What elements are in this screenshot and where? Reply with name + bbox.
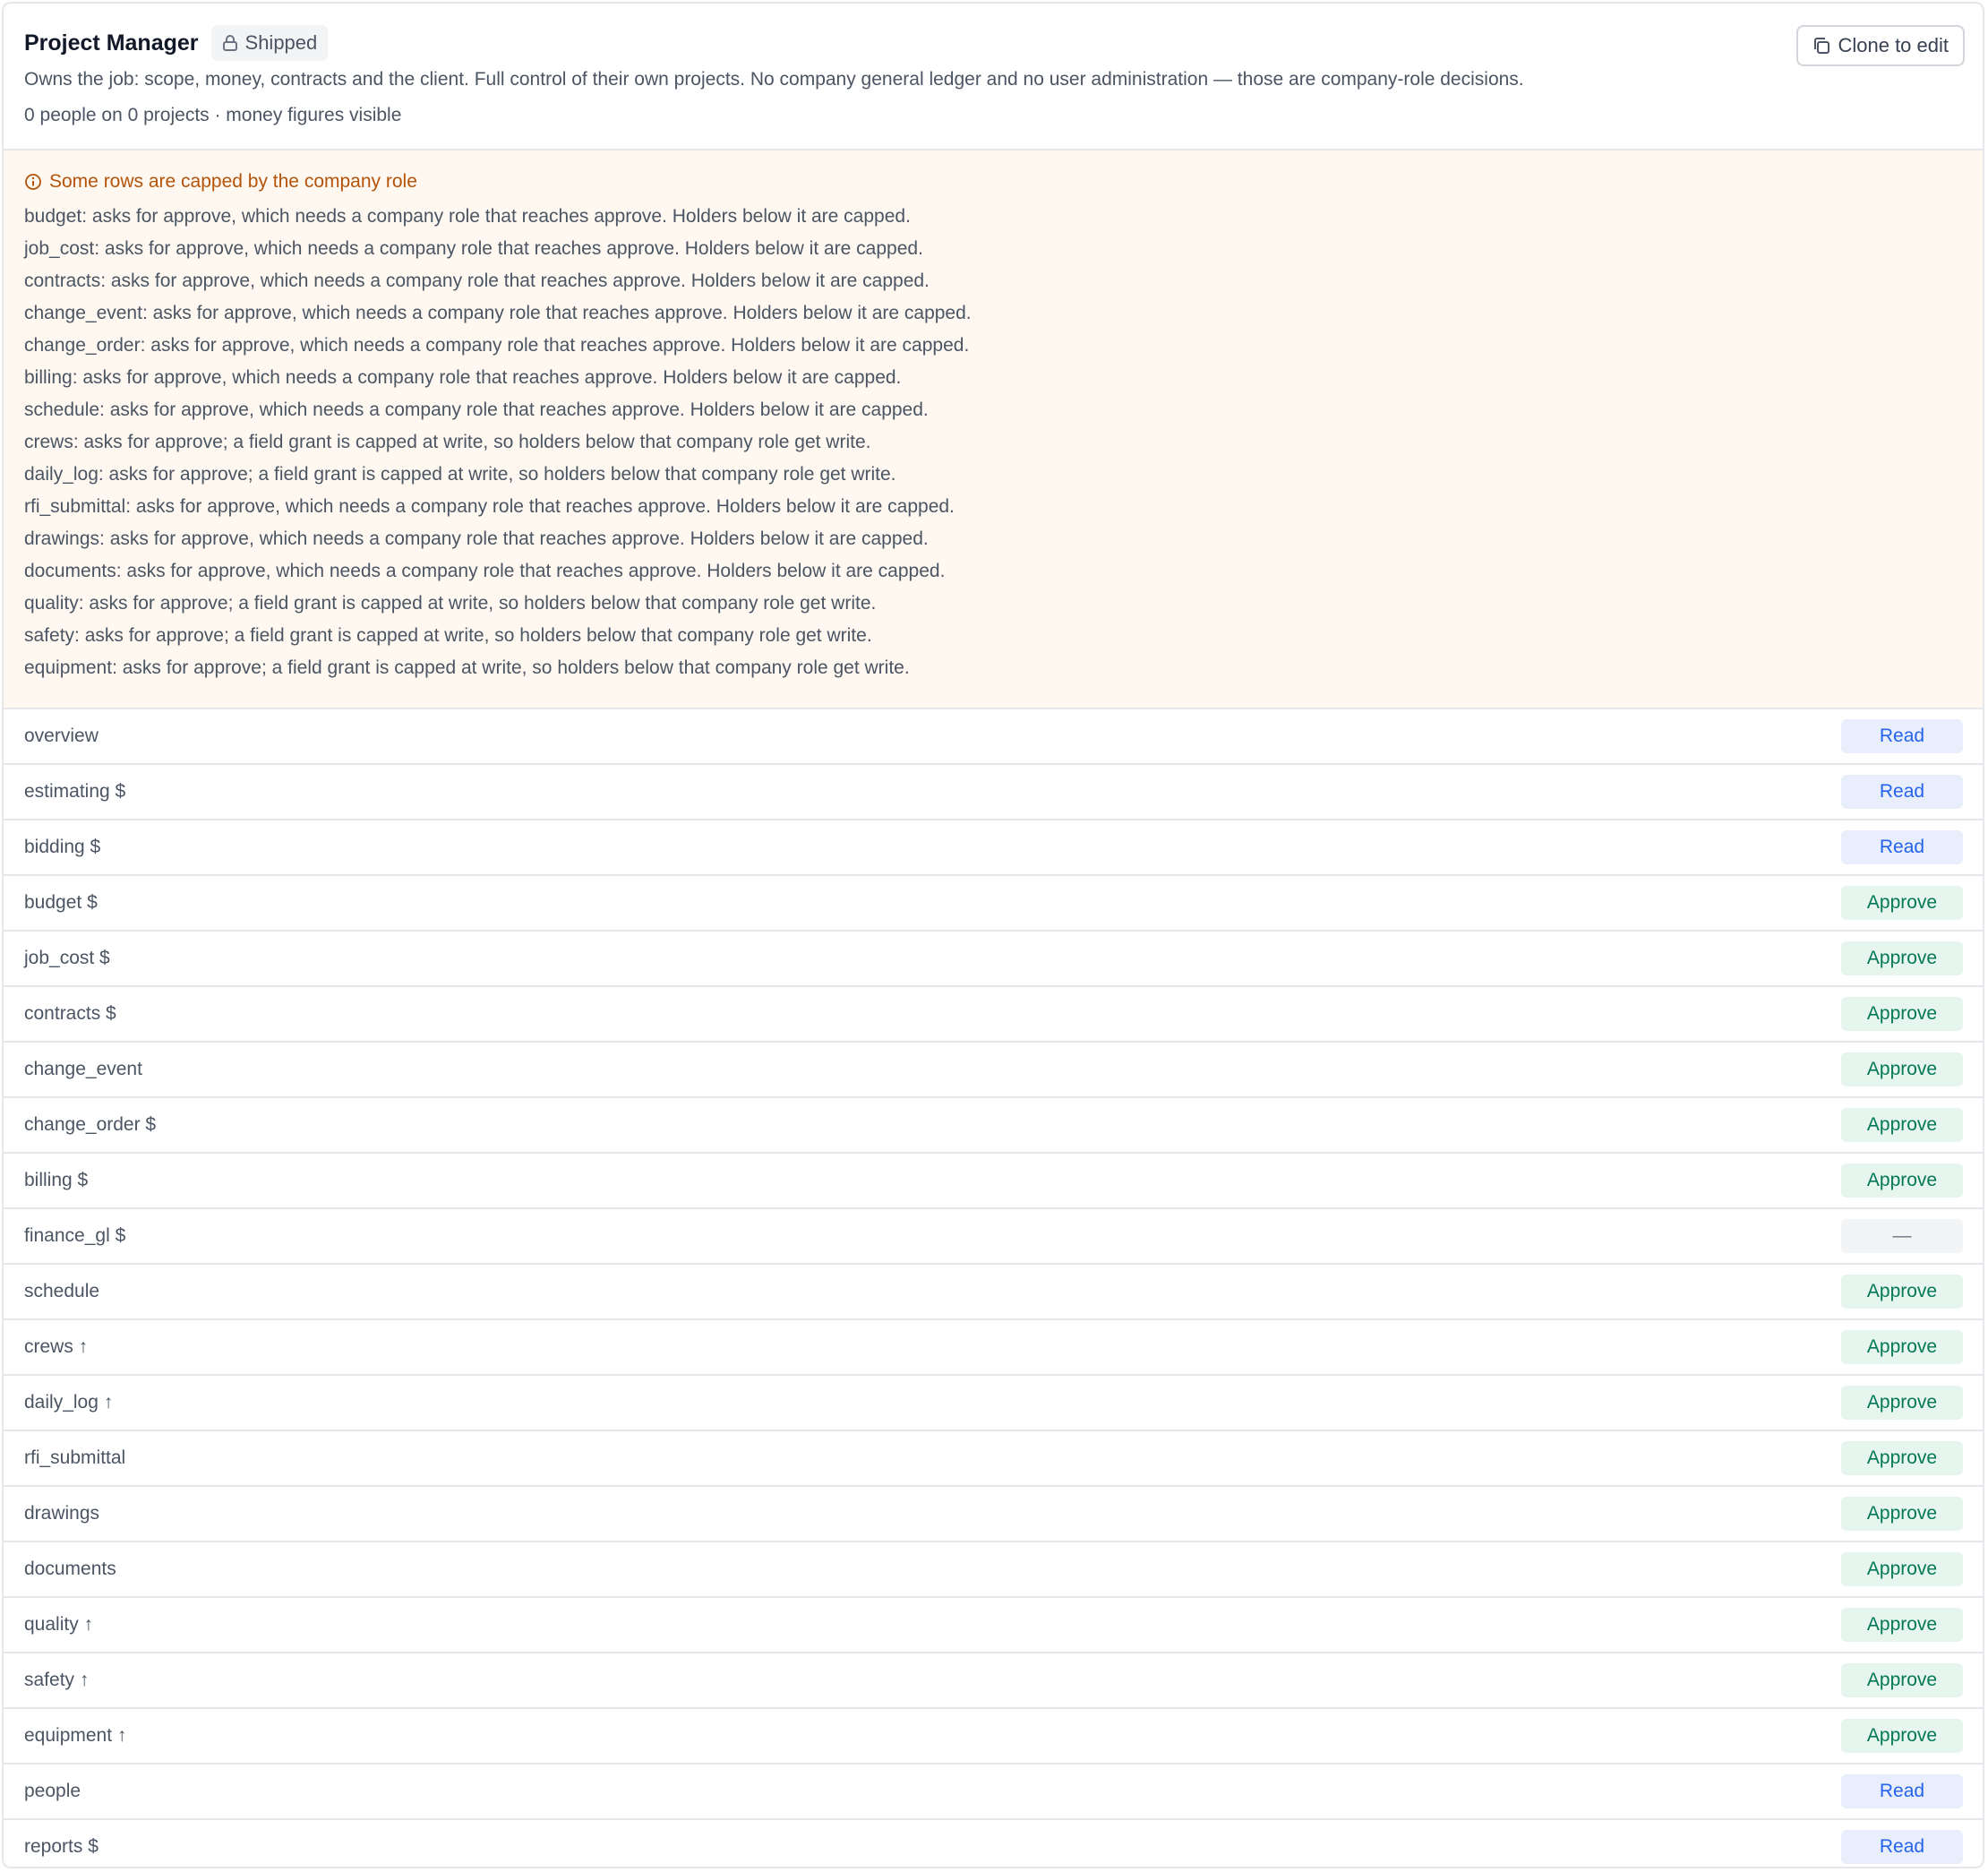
permission-level-badge[interactable]: Approve [1841, 1108, 1963, 1142]
permission-row [4, 1154, 1983, 1209]
capped-warning [4, 150, 1983, 709]
permission-name: finance_gl $ [24, 1225, 126, 1246]
status-label: Shipped [244, 31, 318, 54]
permission-level-badge[interactable]: Read [1841, 830, 1963, 864]
warning-title-row [24, 168, 1983, 195]
role-card [2, 2, 1984, 1868]
permission-name: safety ↑ [24, 1670, 90, 1690]
permission-name: billing $ [24, 1170, 89, 1190]
permission-level-badge[interactable]: Approve [1841, 886, 1963, 920]
permission-name: equipment ↑ [24, 1725, 127, 1746]
clone-to-edit-button[interactable] [1796, 25, 1965, 66]
permission-row [4, 1598, 1983, 1653]
permission-level-badge[interactable]: Approve [1841, 941, 1963, 975]
info-icon [24, 173, 42, 191]
warning-line: crews: asks for approve; a field grant is capped at write, so holders below that company role get write. [24, 432, 871, 452]
permission-name: drawings [24, 1503, 100, 1524]
role-title: Project Manager [24, 30, 199, 56]
permission-name: overview [24, 726, 99, 746]
role-header [4, 4, 1983, 150]
warning-line: schedule: asks for approve, which needs a company role that reaches approve. Holders below it are capped. [24, 399, 929, 420]
permission-row [4, 1320, 1983, 1376]
warning-line: change_event: asks for approve, which needs a company role that reaches approve. Holders below it are capped. [24, 303, 972, 323]
permission-name: reports $ [24, 1836, 99, 1857]
permission-level-badge[interactable]: Read [1841, 1830, 1963, 1864]
warning-line: billing: asks for approve, which needs a company role that reaches approve. Holders below it are capped. [24, 367, 902, 388]
permission-name: quality ↑ [24, 1614, 94, 1635]
permission-level-badge[interactable]: Approve [1841, 1552, 1963, 1586]
permission-row [4, 1542, 1983, 1598]
permission-level-badge[interactable]: Read [1841, 1774, 1963, 1808]
warning-line: budget: asks for approve, which needs a company role that reaches approve. Holders below it are capped. [24, 206, 911, 227]
warning-line: daily_log: asks for approve; a field grant is capped at write, so holders below that company role get write. [24, 464, 896, 485]
permission-level-badge[interactable]: Read [1841, 719, 1963, 753]
permission-name: bidding $ [24, 837, 101, 857]
permission-level-badge[interactable]: Approve [1841, 1497, 1963, 1531]
permission-name: schedule [24, 1281, 100, 1301]
clone-label: Clone to edit [1838, 34, 1949, 56]
permission-level-badge[interactable]: Approve [1841, 1719, 1963, 1753]
warning-line: quality: asks for approve; a field grant is capped at write, so holders below that company role get write. [24, 593, 877, 614]
permission-level-badge[interactable]: Approve [1841, 1275, 1963, 1309]
warning-line: equipment: asks for approve; a field grant is capped at write, so holders below that company role get write. [24, 657, 910, 678]
permission-level-badge[interactable]: Approve [1841, 1386, 1963, 1420]
permission-level-badge[interactable]: Approve [1841, 997, 1963, 1031]
permission-row [4, 1487, 1983, 1542]
permission-name: contracts $ [24, 1003, 116, 1024]
lock-icon [222, 34, 238, 52]
status-badge [211, 25, 329, 61]
copy-icon [1812, 37, 1830, 55]
permission-name: rfi_submittal [24, 1447, 126, 1468]
permission-level-badge[interactable]: Approve [1841, 1608, 1963, 1642]
permission-row [4, 1820, 1983, 1868]
permission-name: documents [24, 1559, 116, 1579]
permission-row [4, 1653, 1983, 1709]
warning-line: contracts: asks for approve, which needs a company role that reaches approve. Holders below it are capped. [24, 270, 930, 291]
role-meta: 0 people on 0 projects · money figures visible [24, 105, 402, 125]
permission-row [4, 876, 1983, 932]
permission-row [4, 932, 1983, 987]
warning-line: drawings: asks for approve, which needs a company role that reaches approve. Holders below it are capped. [24, 528, 929, 549]
permission-name: job_cost $ [24, 948, 110, 968]
permission-name: crews ↑ [24, 1336, 89, 1357]
warning-title: Some rows are capped by the company role [49, 171, 417, 192]
permission-level-badge[interactable]: Approve [1841, 1330, 1963, 1364]
permission-level-badge[interactable]: Approve [1841, 1164, 1963, 1198]
permission-level-badge[interactable]: Approve [1841, 1052, 1963, 1086]
permission-row [4, 1043, 1983, 1098]
permission-level-badge[interactable]: Approve [1841, 1663, 1963, 1697]
permission-row [4, 1709, 1983, 1765]
permission-name: people [24, 1781, 81, 1801]
permission-level-badge[interactable]: Read [1841, 775, 1963, 809]
permission-row [4, 1265, 1983, 1320]
permission-level-badge[interactable]: Approve [1841, 1441, 1963, 1475]
warning-lines [24, 201, 1983, 684]
permission-row [4, 987, 1983, 1043]
permission-row [4, 1209, 1983, 1265]
warning-line: documents: asks for approve, which needs a company role that reaches approve. Holders below it are capped. [24, 561, 946, 581]
permission-row [4, 1431, 1983, 1487]
warning-line: rfi_submittal: asks for approve, which needs a company role that reaches approve. Holders below it are capped. [24, 496, 955, 517]
permission-row [4, 765, 1983, 820]
permission-name: estimating $ [24, 781, 126, 802]
warning-line: safety: asks for approve; a field grant is capped at write, so holders below that company role get write. [24, 625, 872, 646]
title-row [24, 25, 328, 61]
permission-row [4, 1376, 1983, 1431]
permission-name: change_order $ [24, 1114, 157, 1135]
permission-row [4, 709, 1983, 765]
permission-row [4, 1098, 1983, 1154]
warning-line: job_cost: asks for approve, which needs a company role that reaches approve. Holders below it are capped. [24, 238, 923, 259]
permission-row [4, 1765, 1983, 1820]
permission-row [4, 820, 1983, 876]
permission-list [4, 709, 1983, 1868]
warning-line: change_order: asks for approve, which needs a company role that reaches approve. Holders below it are capped. [24, 335, 970, 356]
permission-level-badge[interactable]: — [1841, 1219, 1963, 1253]
role-description: Owns the job: scope, money, contracts and the client. Full control of their own projects. No company general ledger and no user administration — those are company-role decisions. [24, 69, 1524, 90]
permission-name: budget $ [24, 892, 98, 913]
permission-name: change_event [24, 1059, 142, 1079]
permission-name: daily_log ↑ [24, 1392, 114, 1413]
